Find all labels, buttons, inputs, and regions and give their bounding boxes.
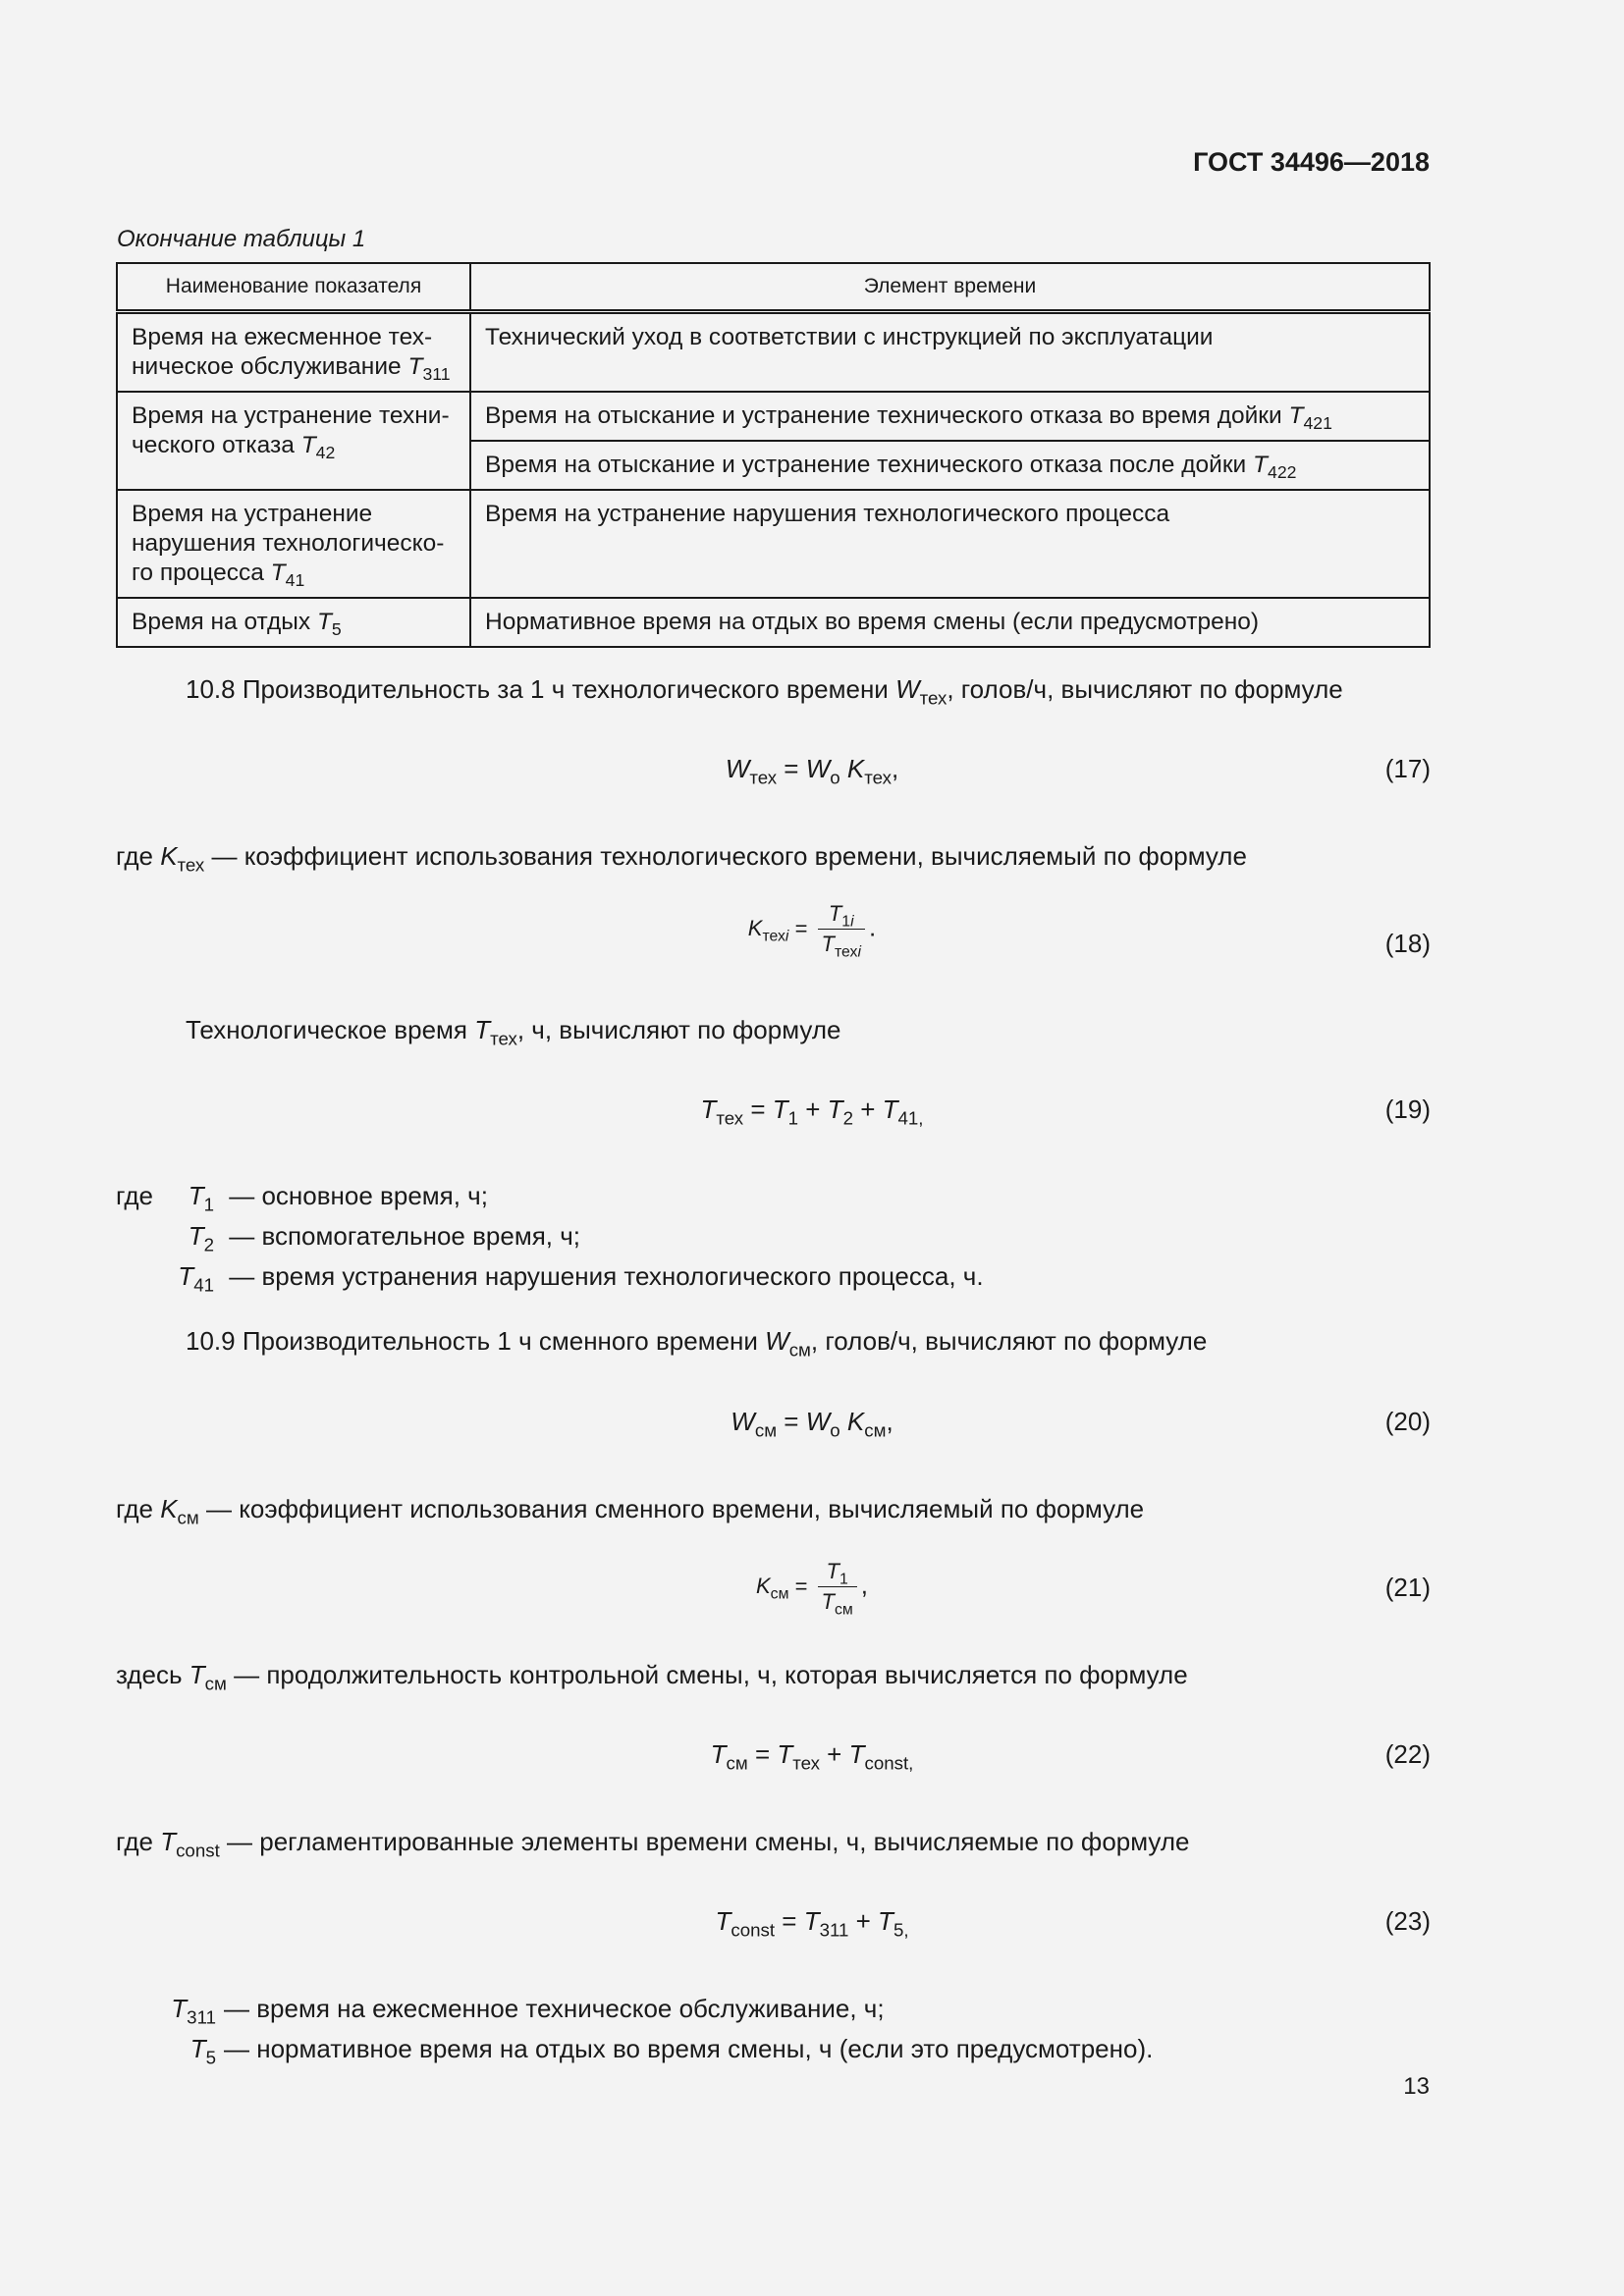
table-cell-element: Время на отыскание и устранение технического отказа после дойки $T_{422}$ bbox=[470, 441, 1430, 490]
definition-item: $T_5$ — нормативное время на отдых во время смены, ч (если это предусмотрено). bbox=[189, 2034, 1154, 2068]
definition-item: $T_{311}$ — время на ежесменное техническое обслуживание, ч; bbox=[171, 1994, 885, 2028]
paragraph-ttex: Технологическое время $T_{тех}$, ч, вычисляют по формуле bbox=[186, 1015, 841, 1049]
table-cell-indicator: Время на отдых $T_5$ bbox=[117, 598, 470, 647]
table-caption: Окончание таблицы 1 bbox=[117, 226, 366, 252]
formula-18: $K_{техi}$ = $\frac{T_{1i}}{T_{техi}}$ . bbox=[747, 901, 877, 961]
paragraph-10-9: 10.9 Производительность 1 ч сменного времени $W_{см}$, голов/ч, вычисляют по формуле bbox=[186, 1326, 1208, 1361]
table-cell-element: Технический уход в соответствии с инструкцией по эксплуатации bbox=[470, 312, 1430, 393]
paragraph-ktex: где $K_{тех}$ — коэффициент использования технологического времени, вычисляемый по формуле bbox=[116, 841, 1247, 876]
paragraph-tsm: здесь $T_{см}$ — продолжительность контрольной смены, ч, которая вычисляется по формуле bbox=[116, 1660, 1188, 1694]
formula-20: $W_{см} = W_о$ $K_{см}$, bbox=[731, 1407, 893, 1441]
equation-number-19: (19) bbox=[1384, 1095, 1431, 1124]
table-cell-element: Время на отыскание и устранение технического отказа во время дойки $T_{421}$ bbox=[470, 392, 1430, 441]
formula-19: $T_{тех} = T_1 + T_2 + T_{41,}$ bbox=[700, 1095, 924, 1129]
paragraph-10-8: 10.8 Производительность за 1 ч технологического времени $W_{тех}$, голов/ч, вычисляют по формуле bbox=[186, 674, 1343, 709]
definition-item: $T_{41}$ — время устранения нарушения технологического процесса, ч. bbox=[178, 1261, 984, 1296]
table-row bbox=[117, 490, 1430, 598]
fraction: $\frac{T_{1i}}{T_{техi}}$ bbox=[818, 900, 865, 958]
table-row bbox=[117, 312, 1430, 393]
time-elements-table bbox=[116, 262, 1431, 648]
table-cell-indicator: Время на устранение нарушения технологическо- го процесса $T_{41}$ bbox=[117, 490, 470, 598]
equation-number-20: (20) bbox=[1384, 1407, 1431, 1436]
table-row bbox=[117, 392, 1430, 441]
page-number: 13 bbox=[1403, 2073, 1430, 2100]
table-cell-element: Нормативное время на отдых во время смены (если предусмотрено) bbox=[470, 598, 1430, 647]
equation-number-18: (18) bbox=[1384, 929, 1431, 958]
table-header-element: Элемент времени bbox=[470, 263, 1430, 312]
table-cell-indicator: Время на устранение техни- ческого отказа $T_{42}$ bbox=[117, 392, 470, 490]
formula-23: $T_{const} = T_{311} + T_{5,}$ bbox=[715, 1906, 909, 1941]
standard-code: ГОСТ 34496—2018 bbox=[1193, 147, 1430, 177]
paragraph-ksm: где $K_{см}$ — коэффициент использования сменного времени, вычисляемый по формуле bbox=[116, 1494, 1145, 1528]
equation-number-21: (21) bbox=[1384, 1573, 1431, 1602]
formula-22: $T_{см} = T_{тех} + T_{const,}$ bbox=[710, 1739, 914, 1774]
equation-number-22: (22) bbox=[1384, 1739, 1431, 1769]
formula-21: $K_{см}$ = $\frac{T_1}{T_{см}}$ , bbox=[755, 1559, 869, 1619]
definitions-19 bbox=[116, 1176, 984, 1297]
definitions-23 bbox=[116, 1989, 1153, 2069]
definition-item: где $T_1$ — основное время, ч; bbox=[116, 1181, 488, 1215]
table-cell-element: Время на устранение нарушения технологического процесса bbox=[470, 490, 1430, 598]
table-header-indicator: Наименование показателя bbox=[117, 263, 470, 312]
definition-item: $T_2$ — вспомогательное время, ч; bbox=[188, 1221, 580, 1255]
fraction: $\frac{T_1}{T_{см}}$ bbox=[818, 1558, 857, 1616]
formula-17: $W_{тех} = W_о$ $K_{тех}$, bbox=[725, 754, 899, 788]
equation-number-17: (17) bbox=[1384, 754, 1431, 783]
table-cell-indicator: Время на ежесменное тех- ническое обслуживание $T_{311}$ bbox=[117, 312, 470, 393]
equation-number-23: (23) bbox=[1384, 1906, 1431, 1936]
table-row bbox=[117, 598, 1430, 647]
paragraph-tconst: где $T_{const}$ — регламентированные элементы времени смены, ч, вычисляемые по формуле bbox=[116, 1827, 1190, 1861]
table-header-row bbox=[117, 263, 1430, 312]
